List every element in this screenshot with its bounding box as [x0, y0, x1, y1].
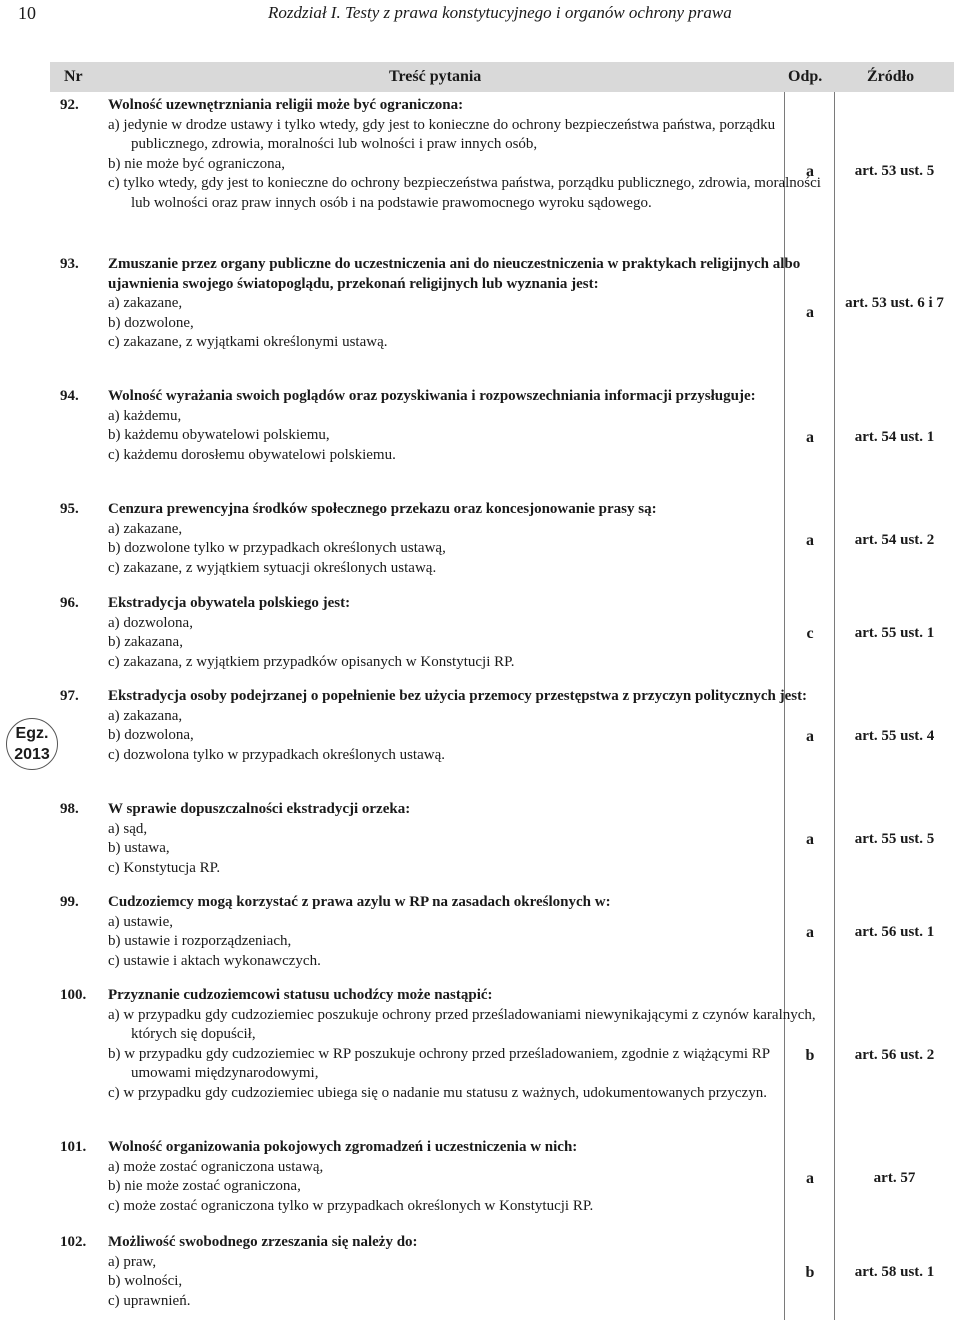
answer-option: b) dozwolona, [108, 727, 194, 743]
legal-source: art. 56 ust. 2 [854, 1047, 935, 1063]
answer-option: b) wolności, [108, 1273, 183, 1289]
question-number: 99. [60, 894, 79, 910]
answer-option: b) nie może zostać ograniczona, [108, 1178, 301, 1194]
correct-answer: a [806, 1170, 814, 1187]
table-header [50, 62, 954, 92]
question-body [108, 387, 822, 465]
answer-option: c) ustawie i aktach wykonawczych. [108, 952, 321, 969]
answer-option: c) zakazane, z wyjątkami określonymi ustawą. [108, 334, 388, 350]
legal-source: art. 55 ust. 4 [854, 728, 935, 744]
correct-answer: a [806, 728, 814, 745]
question-text: Wolność organizowania pokojowych zgromadzeń i uczestniczenia w nich: [108, 1139, 578, 1155]
legal-source: art. 53 ust. 5 [854, 163, 935, 179]
legal-source: art. 53 ust. 6 i 7 [845, 295, 944, 311]
answer-option: a) zakazane, [108, 520, 183, 537]
legal-source: art. 54 ust. 2 [854, 532, 935, 548]
question-number: 101. [60, 1139, 87, 1155]
answer-option: c) dozwolona tylko w przypadkach określonych ustawą. [108, 746, 445, 763]
header-source: Źródło [867, 68, 915, 85]
answer-option: c) zakazana, z wyjątkiem przypadków opisanych w Konstytucji RP. [108, 653, 515, 670]
header-answer: Odp. [788, 68, 823, 85]
answer-option: a) praw, [108, 1253, 157, 1270]
question-number: 92. [60, 97, 79, 113]
question-number: 93. [60, 256, 79, 272]
header-nr: Nr [64, 68, 83, 85]
answer-option: b) nie może być ograniczona, [108, 155, 286, 172]
question-body [108, 1138, 822, 1216]
answer-option: b) dozwolone tylko w przypadkach określonych ustawą, [108, 540, 446, 556]
question-text: Wolność wyrażania swoich poglądów oraz pozyskiwania i rozpowszechniania informacji przysługuje: [108, 388, 756, 404]
correct-answer: a [806, 429, 814, 446]
correct-answer: a [806, 924, 814, 941]
question-number: 96. [60, 595, 79, 611]
answer-option: a) ustawie, [108, 913, 173, 930]
correct-answer: b [805, 1047, 815, 1064]
question-body [108, 893, 822, 971]
question-text: Cenzura prewencyjna środków społecznego przekazu oraz koncesjonowanie prasy są: [108, 501, 657, 517]
answer-option: a) dozwolona, [108, 614, 193, 631]
question-body [108, 1233, 822, 1311]
question-text: Ekstradycja obywatela polskiego jest: [108, 595, 351, 611]
running-title: Rozdział I. Testy z prawa konstytucyjnego i organów ochrony prawa [268, 3, 732, 22]
question-text: Zmuszanie przez organy publiczne do uczestniczenia ani do nieuczestniczenia w praktykach religijnych albo ujawnienia swojego światopoglądu, przekonań religijnych lub wyznania jest: [108, 256, 801, 292]
question-text: Przyznanie cudzoziemcowi statusu uchodźcy może nastąpić: [108, 987, 493, 1003]
exam-badge [6, 718, 58, 770]
answer-option: c) uprawnień. [108, 1292, 191, 1309]
question-number: 98. [60, 801, 79, 817]
header-content: Treść pytania [389, 68, 482, 85]
legal-source: art. 58 ust. 1 [854, 1264, 935, 1280]
answer-option: c) Konstytucja RP. [108, 859, 221, 876]
legal-source: art. 55 ust. 1 [854, 625, 935, 641]
answer-option: c) zakazane, z wyjątkiem sytuacji określonych ustawą. [108, 559, 437, 576]
answer-option: c) w przypadku gdy cudzoziemiec ubiega się o nadanie mu statusu z ważnych, udokumentowanych przyczyn. [108, 1084, 767, 1101]
answer-option: b) zakazana, [108, 634, 183, 650]
correct-answer: b [805, 1264, 815, 1281]
legal-source: art. 57 [873, 1170, 916, 1186]
question-body [108, 594, 822, 672]
question-number: 97. [60, 688, 79, 704]
answer-option: c) każdemu dorosłemu obywatelowi polskiemu. [108, 446, 396, 463]
answer-option: b) ustawa, [108, 840, 170, 856]
correct-answer: a [806, 532, 814, 549]
exam-badge-label: Egz. [15, 725, 49, 742]
legal-source: art. 55 ust. 5 [854, 831, 935, 847]
correct-answer: a [806, 304, 814, 321]
answer-option: a) każdemu, [108, 407, 182, 424]
question-text: Cudzoziemcy mogą korzystać z prawa azylu w RP na zasadach określonych w: [108, 894, 611, 910]
question-text: Wolność uzewnętrzniania religii może być ograniczona: [108, 97, 464, 113]
question-body [108, 96, 822, 213]
running-header [0, 0, 960, 30]
question-body [108, 986, 822, 1103]
question-number: 94. [60, 388, 79, 404]
question-body [108, 687, 822, 765]
legal-source: art. 54 ust. 1 [854, 429, 935, 445]
answer-option: a) sąd, [108, 820, 148, 837]
correct-answer: a [806, 831, 814, 848]
answer-option: b) w przypadku gdy cudzoziemiec w RP poszukuje ochrony przed prześladowaniem, zgodnie z wiążącymi RP umowami międzynarodowymi, [108, 1045, 770, 1081]
question-body [108, 255, 822, 353]
answer-option: b) dozwolone, [108, 314, 194, 331]
column-divider-source [834, 92, 835, 1320]
answer-option: a) jedynie w drodze ustawy i tylko wtedy, gdy jest to konieczne do ochrony bezpieczeństwa państwa, porządku publicznego, zdrowia, moralności lub wolności i praw innych osób, [108, 116, 776, 152]
correct-answer: a [806, 163, 814, 180]
answer-option: a) zakazana, [108, 707, 183, 724]
question-number: 102. [60, 1234, 87, 1250]
answer-option: a) w przypadku gdy cudzoziemiec poszukuje ochrony przed prześladowaniami niewynikającymi z czynów karalnych, których się dopuścił, [108, 1006, 816, 1042]
question-number: 100. [60, 987, 87, 1003]
question-text: W sprawie dopuszczalności ekstradycji orzeka: [108, 801, 411, 817]
legal-source: art. 56 ust. 1 [854, 924, 935, 940]
question-text: Możliwość swobodnego zrzeszania się należy do: [108, 1234, 418, 1250]
correct-answer: c [806, 625, 814, 642]
exam-badge-year: 2013 [14, 746, 50, 763]
answer-option: b) ustawie i rozporządzeniach, [108, 933, 292, 949]
answer-option: c) tylko wtedy, gdy jest to konieczne do ochrony bezpieczeństwa państwa, porządku publicznego, zdrowia, moralności lub wolności oraz praw innych osób i na podstawie prawomocnego wyroku sądowego. [108, 175, 821, 211]
question-number: 95. [60, 501, 79, 517]
question-body [108, 800, 822, 878]
page-number: 10 [18, 3, 36, 23]
answer-option: a) zakazane, [108, 295, 183, 311]
question-body [108, 500, 822, 578]
question-text: Ekstradycja osoby podejrzanej o popełnienie bez użycia przemocy przestępstwa z przyczyn politycznych jest: [108, 688, 808, 704]
answer-option: b) każdemu obywatelowi polskiemu, [108, 427, 330, 443]
answer-option: c) może zostać ograniczona tylko w przypadkach określonych w Konstytucji RP. [108, 1197, 594, 1214]
answer-option: a) może zostać ograniczona ustawą, [108, 1158, 324, 1175]
